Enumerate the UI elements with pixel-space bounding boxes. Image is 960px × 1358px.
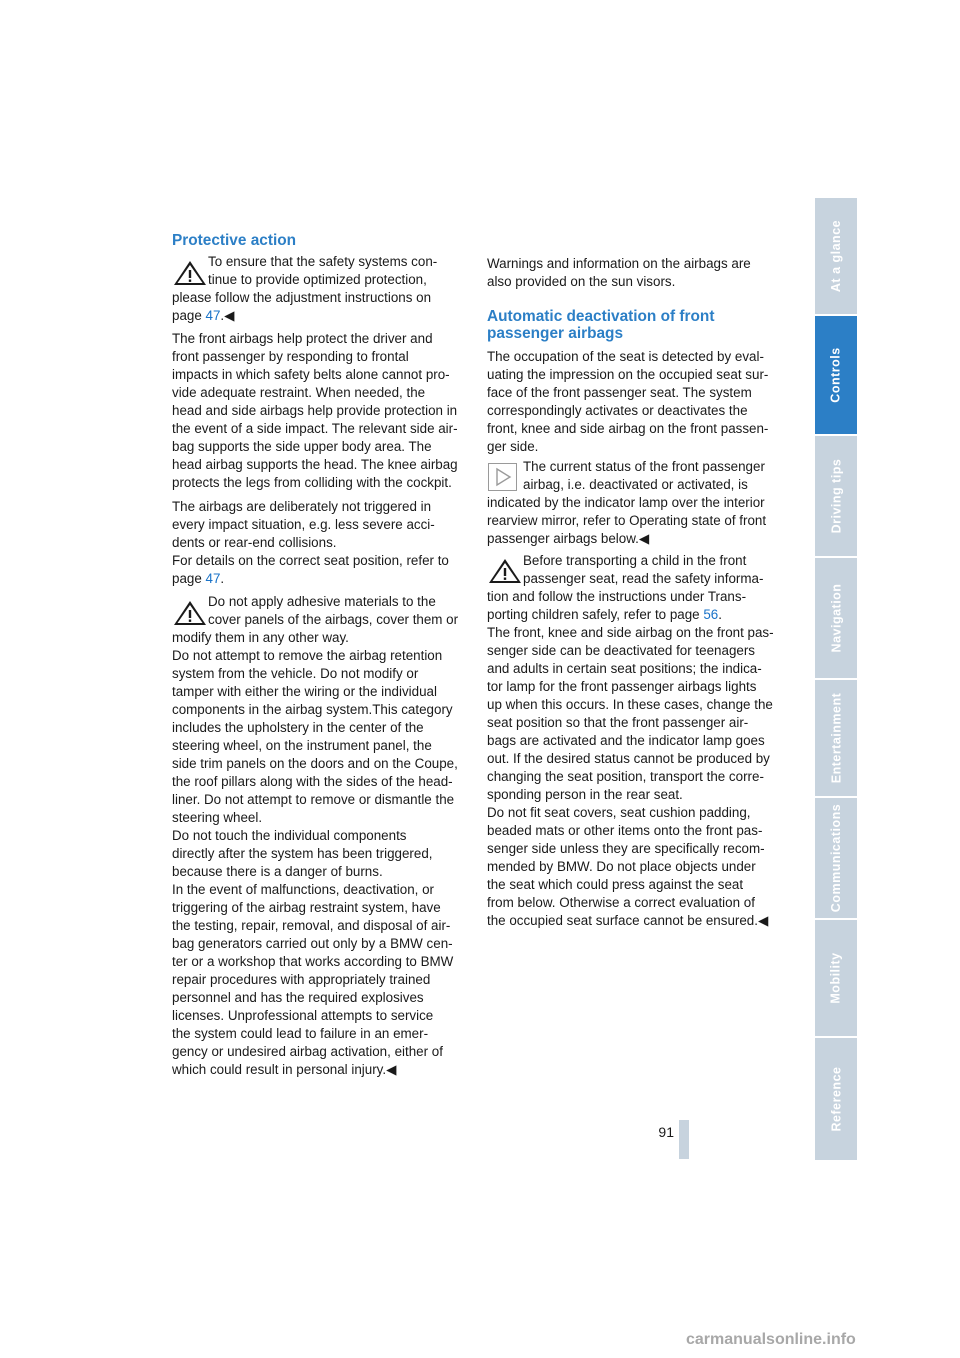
chapter-tab-sidebar	[815, 198, 857, 1160]
tab-driving-tips[interactable]: Driving tips	[815, 436, 857, 558]
watermark-text: carmanualsonline.info	[686, 1331, 856, 1348]
page-number: 91	[658, 1124, 674, 1140]
tab-controls[interactable]: Controls	[815, 316, 857, 436]
sun-visor-paragraph: Warnings and information on the airbags are also provided on the sun visors.	[487, 256, 751, 289]
tab-reference[interactable]: Reference	[815, 1038, 857, 1160]
section-heading-automatic-deactivation: Automatic deactivation of front passenger airbags	[487, 308, 715, 342]
page-link-47[interactable]: 47	[205, 308, 221, 323]
tab-at-a-glance[interactable]: At a glance	[815, 198, 857, 316]
page-link-47-b[interactable]: 47	[205, 571, 221, 586]
seat-detection-paragraph: The occupation of the seat is detected by eval- uating the impression on the occupied seat sur- face of the front passenger seat. The system correspondingly activates or deactivates the front, knee and side airbag on the front passen- ger side.	[487, 349, 769, 454]
tab-entertainment[interactable]: Entertainment	[815, 680, 857, 798]
warning-child-transport-text: Before transporting a child in the front passenger seat, read the safety informa- tion and follow the instructions under Trans- porting children safely, refer to page 56. The front, knee and side airbag on the front pas- senger side can be deactivated for teenagers and adults in certain seat positions; the indica- tor lamp for the front passenger airbags lights up when this occurs. In these cases, change the seat position so that the front passenger air- bags are activated and the indicator lamp goes out. If the desired status cannot be produced by changing the seat position, transport the corre- sponding person in the rear seat. Do not fit seat covers, seat cushion padding, beaded mats or other items onto the front pas- senger side unless they are specifically recom- mended by BMW. Do not place objects under the seat which could press against the seat from below. Otherwise a correct evaluation of the occupied seat surface cannot be ensured.◀	[487, 553, 774, 928]
airbag-description-paragraph: The front airbags help protect the driver and front passenger by responding to frontal impacts in which safety belts alone cannot pro- vide adequate restraint. When needed, the head and side airbags help provide protection in the event of a side impact. The relevant side air- bag supports the side upper body area. The head airbag supports the head. The knee airbag protects the legs from colliding with the cockpit.	[172, 331, 458, 490]
section-heading-protective-action: Protective action	[172, 232, 297, 249]
tab-navigation[interactable]: Navigation	[815, 558, 857, 680]
airbag-trigger-paragraph: The airbags are deliberately not triggered in every impact situation, e.g. less severe acci- dents or rear-end collisions.	[172, 499, 435, 550]
warning-adjustment-text: To ensure that the safety systems con- tinue to provide optimized protection, please follow the adjustment instructions on page 47.◀	[172, 254, 438, 323]
indicator-lamp-note-text: The current status of the front passenger airbag, i.e. deactivated or activated, is indicated by the indicator lamp over the interior rearview mirror, refer to Operating state of front passenger airbags below.◀	[487, 459, 767, 546]
tab-mobility[interactable]: Mobility	[815, 920, 857, 1038]
seat-position-paragraph: For details on the correct seat position, refer to page 47.	[172, 553, 449, 586]
warning-airbag-materials-text: Do not apply adhesive materials to the cover panels of the airbags, cover them or modify them in any other way. Do not attempt to remove the airbag retention system from the vehicle. Do not modify or tamper with either the wiring or the individual components in the airbag system.This category includes the upholstery in the center of the steering wheel, on the instrument panel, the side trim panels on the doors and on the Coupe, the roof pillars along with the sides of the head- liner. Do not attempt to remove or dismantle the steering wheel. Do not touch the individual components directly after the system has been triggered, because there is a danger of burns. In the event of malfunctions, deactivation, or triggering of the airbag restraint system, have the testing, repair, removal, and disposal of air- bag generators carried out only by a BMW cen- ter or a workshop that works according to BMW repair procedures with appropriately trained personnel and has the required explosives licenses. Unprofessional attempts to service the system could lead to failure in an emer- gency or undesired airbag activation, either of which could result in personal injury.◀	[172, 594, 459, 1077]
page-number-bar	[679, 1120, 689, 1159]
tab-communications[interactable]: Communications	[815, 798, 857, 920]
page-link-56[interactable]: 56	[703, 607, 719, 622]
